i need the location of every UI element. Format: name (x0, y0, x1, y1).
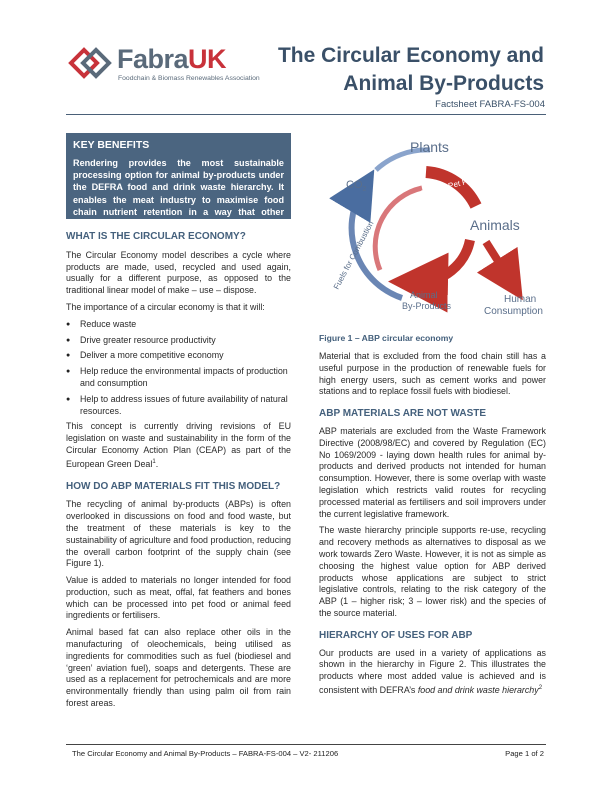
page-title (278, 42, 544, 98)
paragraph: The waste hierarchy principle supports re-use, recycling and recovery methods as alternatives to disposal as we work towards Zero Waste. However, it is not as simple as choosing the highest value option for ABP derived products whose applications are subject to strict legislative controls, relating to the risk category of the ABP (1 – higher risk; 3 – lower risk) and the species of the source material. (319, 525, 546, 618)
left-column (66, 231, 291, 715)
label-feed-pet-food: Feed & Pet Food (420, 173, 481, 198)
factsheet-id: Factsheet FABRA-FS-004 (435, 99, 545, 110)
label-animals: Animals (470, 217, 520, 233)
label-plants: Plants (410, 139, 449, 155)
list-item: ● Drive greater resource productivity (66, 335, 291, 347)
heading-hierarchy-of-uses: HIERARCHY OF USES FOR ABP (319, 629, 473, 641)
paragraph: This concept is currently driving revisions of EU legislation on waste and sustainability in the form of the Circular Economy Action Plan (CEAP) as part of the European Green Deal$^1$. (66, 421, 291, 469)
label-by-products: By-Products (402, 301, 452, 311)
fabra-logo-mark-icon (67, 46, 113, 80)
label-human: Human (504, 294, 537, 305)
list-item: ● Help reduce the environmental impacts of production and consumption (66, 366, 291, 390)
footer-document-ref: The Circular Economy and Animal By-Products – FABRA-FS-004 – V2- 211206 (72, 749, 339, 758)
right-column (319, 351, 546, 702)
paragraph: Value is added to materials no longer intended for food production, such as meat, offal, fat feathers and bones which can be processed into pet food or animal feed ingredients or fertilisers. (66, 575, 291, 621)
paragraph: The Circular Economy model describes a cycle where products are made, used, recycled and used again, usually for a different purpose, as opposed to the traditional linear model of make – use – dispose. (66, 249, 291, 296)
logo-wordmark: FabraUK (117, 44, 227, 74)
footer-divider (66, 744, 546, 745)
benefits-list (66, 319, 291, 418)
paragraph: The importance of a circular economy is that it will: (66, 301, 265, 312)
list-item: ● Deliver a more competitive economy (66, 350, 291, 362)
figure-1-caption: Figure 1 – ABP circular economy (319, 333, 454, 343)
title-line-1: The Circular Economy and (277, 44, 544, 67)
label-co2: $CO_2$ (346, 179, 367, 193)
paragraph: ABP materials are excluded from the Waste Framework Directive (2008/98/EC) and covered by Regulation (EC) No 1069/2009 - laying down health rules for animal by-products and derived products not intended for human consumption. However, there is some overlap with waste legislation which restricts valid routes for recycling processed material as fertilisers and soil improvers under the current legislative framework. (319, 425, 546, 519)
abp-circular-economy-figure (318, 130, 546, 330)
title-line-2: Animal By-Products (343, 72, 544, 95)
paragraph: The recycling of animal by-products (ABPs) is often overlooked in discussions on food and food waste, but the treatment of these materials is key to the sustainability of agriculture and food production, reducing the overall carbon footprint of the supply chain (see Figure 1). (66, 499, 291, 569)
label-animal: Animal (410, 290, 438, 300)
key-benefits-box (66, 133, 291, 230)
logo-subtitle: Foodchain & Biomass Renewables Association (118, 75, 260, 82)
key-benefits-text: Rendering provides the most sustainable processing option for animal by-products under the DEFRA food and drink waste hierarchy. It enables the meat industry to maximise food chain nutrient retention in a way that other options cannot. (73, 158, 284, 230)
list-item: ● Reduce waste (66, 319, 291, 331)
heading-abp-not-waste: ABP MATERIALS ARE NOT WASTE (319, 408, 487, 420)
paragraph: Material that is excluded from the food chain still has a useful purpose in the production of renewable fuels for high energy users, such as cement works and power stations and to replace fossil fuels with biodiesel. (319, 351, 546, 397)
label-consumption: Consumption (484, 306, 543, 317)
list-item: ● Help to address issues of future availability of natural resources. (66, 394, 291, 418)
heading-abp-fit: HOW DO ABP MATERIALS FIT THIS MODEL? (66, 480, 281, 492)
key-benefits-title: KEY BENEFITS (73, 139, 150, 151)
paragraph: Our products are used in a variety of applications as shown in the hierarchy in Figure 2. This illustrates the products where most added value is achieved and is consistent with DEFRA’s food and drink waste hierarchy$^2$ (319, 647, 546, 695)
heading-circular-economy: WHAT IS THE CIRCULAR ECONOMY? (66, 231, 246, 242)
header-divider (66, 114, 546, 115)
label-fuels-for-combustion: Fuels for Combustion (331, 219, 376, 291)
paragraph: Animal based fat can also replace other oils in the manufacturing of oleochemicals, being utilised as ingredients for commodities such as fuel (biodiesel and ‘green’ aviation fuel), soaps and detergents. These are used as a replacement for petrochemicals and are more environmentally friendly than using palm oil from rain forest areas. (66, 627, 291, 709)
fabra-uk-logo (67, 44, 267, 84)
page-number: Page 1 of 2 (505, 749, 544, 758)
